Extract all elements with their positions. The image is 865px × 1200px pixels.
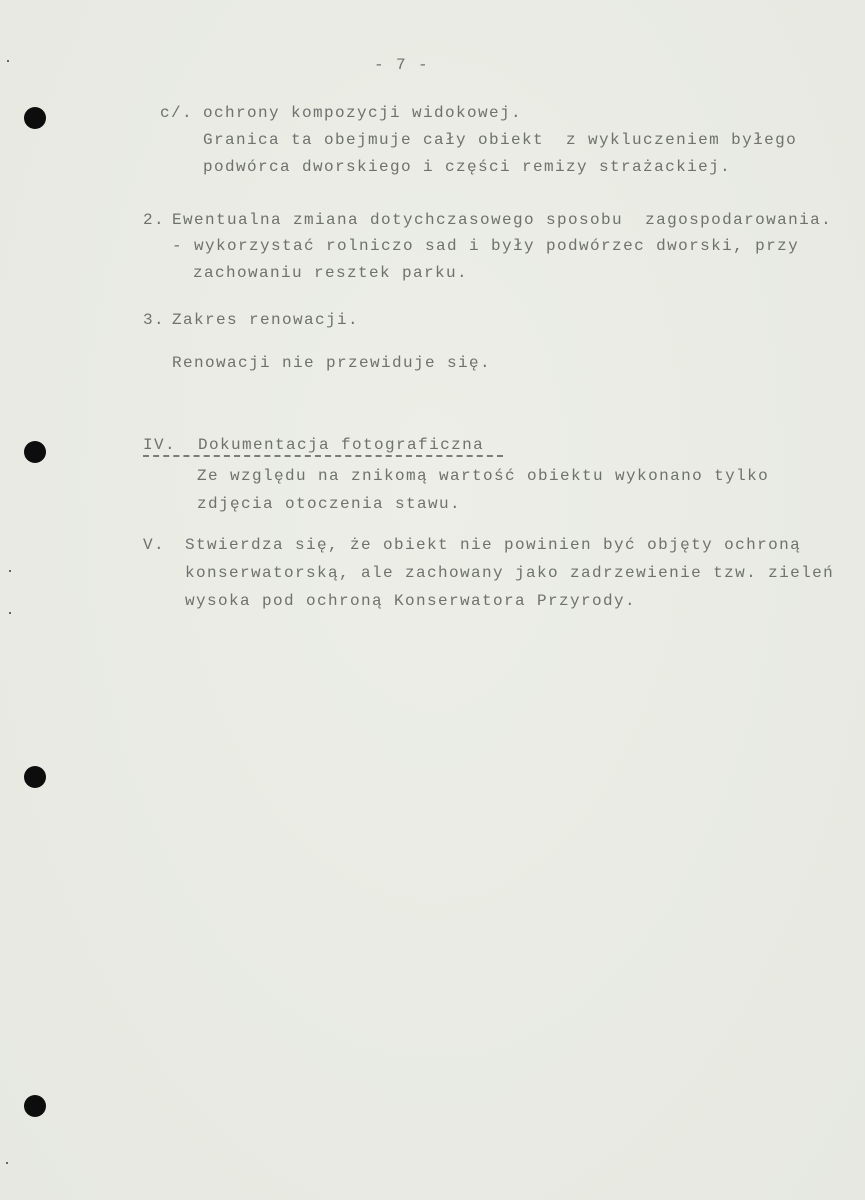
text-line: konserwatorską, ale zachowany jako zadrzewienie tzw. zieleń [185,564,835,582]
section-iv-title: Dokumentacja fotograficzna [198,436,485,454]
text-line: Stwierdza się, że obiekt nie powinien być objęty ochroną [185,536,802,554]
section-3-title: Zakres renowacji. [172,311,360,329]
text-line: wysoka pod ochroną Konserwatora Przyrody. [185,592,637,610]
speck [6,1162,8,1164]
text-line: Granica ta obejmuje cały obiekt z wykluczeniem byłego [203,131,798,149]
speck [9,612,11,614]
section-c-label: c/. [160,104,194,122]
text-line: podwórca dworskiego i części remizy strażackiej. [203,158,732,176]
page-number: - 7 - [374,56,430,74]
text-line: - wykorzystać rolniczo sad i były podwórzec dworski, przy [172,237,800,255]
section-v-label: V. [143,536,166,554]
speck [9,570,11,572]
punch-hole [24,441,46,463]
text-line: Ze względu na znikomą wartość obiektu wykonano tylko [197,467,770,485]
speck [7,60,9,62]
section-iv-label: IV. [143,436,177,454]
section-2-label: 2. [143,211,166,229]
section-c-title: ochrony kompozycji widokowej. [203,104,523,122]
punch-hole [24,1095,46,1117]
punch-hole [24,766,46,788]
text-line: zachowaniu resztek parku. [193,264,469,282]
punch-hole [24,107,46,129]
text-line: Renowacji nie przewiduje się. [172,354,492,372]
section-iv-heading [143,436,503,457]
section-2-title: Ewentualna zmiana dotychczasowego sposobu zagospodarowania. [172,211,833,229]
text-line: zdjęcia otoczenia stawu. [197,495,462,513]
section-3-label: 3. [143,311,166,329]
